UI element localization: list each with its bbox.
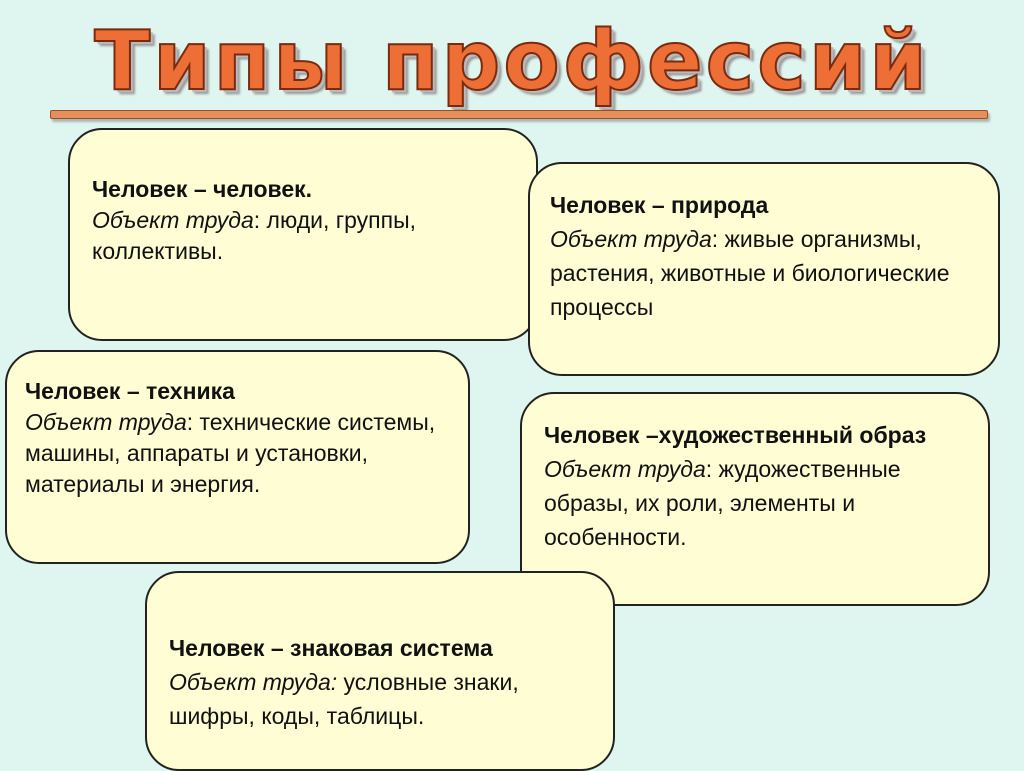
slide-title: Типы профессий (94, 14, 930, 109)
object-label: Объект труда (25, 409, 187, 435)
card-heading: Человек –художественный образ (544, 422, 927, 448)
object-text: : люди, группы, коллективы. (92, 207, 416, 264)
object-label: Объект труда: (169, 669, 338, 695)
card-person-technology (5, 350, 470, 564)
title-underline (50, 110, 988, 119)
object-label: Объект труда (550, 226, 712, 252)
card-person-person (68, 128, 538, 341)
card-person-nature (528, 162, 1000, 376)
object-text: условные знаки, шифры, коды, таблицы. (169, 669, 519, 729)
card-heading: Человек – природа (550, 192, 769, 218)
object-text: : живые организмы, растения, животные и биологические процессы (550, 226, 950, 320)
object-label: Объект труда (92, 207, 254, 233)
object-label: Объект труда (544, 456, 706, 482)
card-person-sign-system (145, 571, 615, 771)
object-text: : жудожественные образы, их роли, элементы и особенности. (544, 456, 901, 550)
card-heading: Человек – знаковая система (169, 635, 493, 661)
object-text: : технические системы, машины, аппараты и установки, материалы и энергия. (25, 409, 436, 497)
card-heading: Человек – техника (25, 378, 235, 404)
card-heading: Человек – человек. (92, 176, 313, 202)
